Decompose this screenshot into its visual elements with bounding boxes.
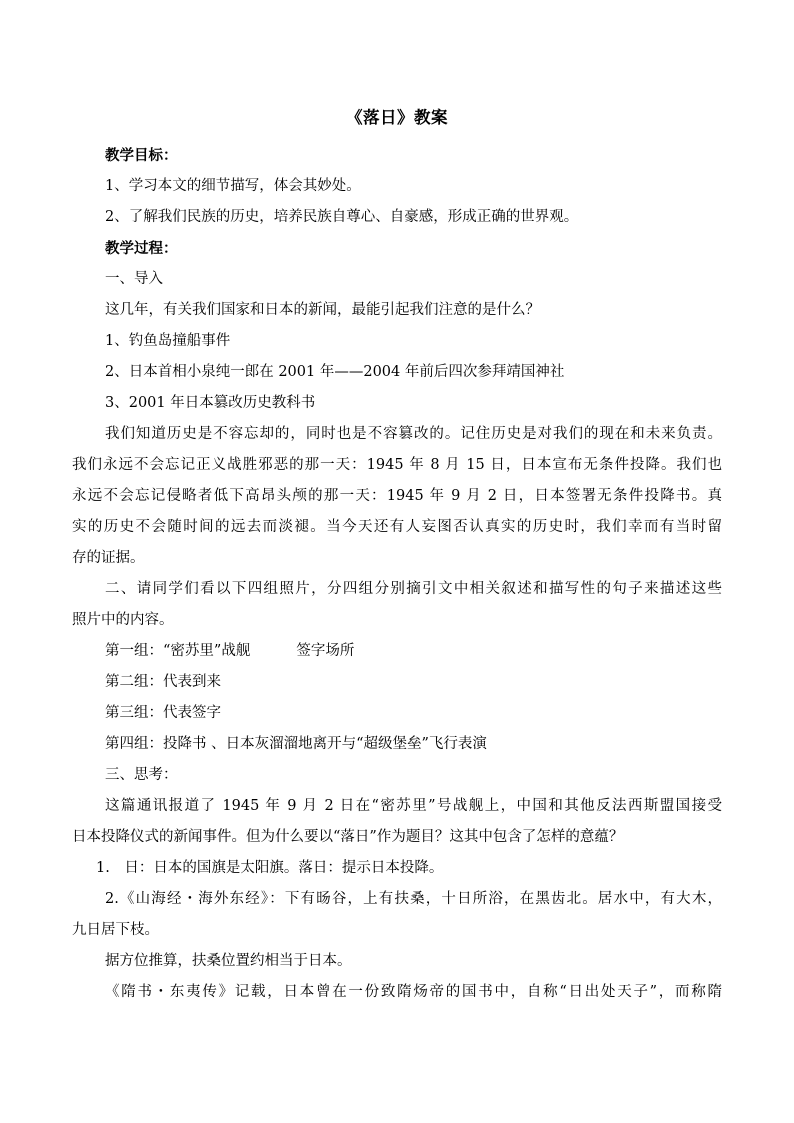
group-line: 第三组：代表签字: [105, 705, 221, 721]
paragraph-line: 日本投降仪式的新闻事件。但为什么要以“落日”作为题目？这其中包含了怎样的意蕴？: [72, 829, 624, 845]
section-heading-objectives: 教学目标：: [105, 147, 178, 164]
paragraph-line: 这几年，有关我们国家和日本的新闻，最能引起我们注意的是什么？: [105, 302, 540, 318]
list-item: 2、日本首相小泉纯一郎在 2001 年——2004 年前后四次参拜靖国神社: [105, 364, 565, 380]
section-heading-process: 教学过程：: [105, 240, 178, 257]
objective-item: 2、了解我们民族的历史，培养民族自尊心、自豪感，形成正确的世界观。: [105, 209, 579, 225]
paragraph-line: 二、请同学们看以下四组照片，分四组分别摘引文中相关叙述和描写性的句子来描述这些: [105, 581, 722, 597]
subsection-heading: 三、思考：: [105, 767, 178, 783]
paragraph-line: 照片中的内容。: [72, 612, 174, 628]
subsection-heading: 一、导入: [105, 271, 163, 287]
paragraph-line: 我们永远不会忘记正义战胜邪恶的那一天：1945 年 8 月 15 日，日本宣布无条件投降。我们也: [72, 457, 722, 473]
group-one-text: 第一组：“密苏里”战舰: [105, 643, 251, 659]
paragraph-line: 据方位推算，扶桑位置约相当于日本。: [105, 953, 352, 969]
paragraph-line: 这篇通讯报道了 1945 年 9 月 2 日在“密苏里”号战舰上，中国和其他反法西斯盟国接受: [105, 798, 722, 814]
group-one-extra: 签字场所: [296, 643, 355, 659]
paragraph-line: 实的历史不会随时间的远去而淡褪。当今天还有人妄图否认真实的历史时，我们幸而有当时留: [72, 519, 722, 535]
paragraph-line: 2.《山海经・海外东经》：下有旸谷，上有扶桑，十日所浴，在黑齿北。居水中，有大木，: [105, 891, 722, 907]
group-line: 第二组：代表到来: [105, 674, 221, 690]
paragraph-line: 《隋书・东夷传》记载，日本曾在一份致隋炀帝的国书中，自称“日出处天子”，而称隋: [105, 984, 722, 1000]
group-line: [72, 636, 722, 667]
list-item: 3、2001 年日本篡改历史教科书: [105, 395, 316, 411]
objective-item: 1、学习本文的细节描写，体会其妙处。: [105, 178, 361, 194]
group-line: 第四组：投降书 、日本灰溜溜地离开与“超级堡垒”飞行表演: [105, 736, 487, 752]
paragraph-line: 存的证据。: [72, 550, 145, 566]
paragraph-line: 永远不会忘记侵略者低下高昂头颅的那一天：1945 年 9 月 2 日，日本签署无条件投降书。真: [72, 488, 722, 504]
paragraph-line: 我们知道历史是不容忘却的，同时也是不容篡改的。记住历史是对我们的现在和未来负责。: [105, 426, 722, 442]
document-body: [72, 140, 722, 1008]
list-item: 1、钓鱼岛撞船事件: [105, 333, 231, 349]
page-title: 《落日》教案: [346, 108, 448, 127]
list-item: 1. 日：日本的国旗是太阳旗。落日：提示日本投降。: [96, 860, 444, 876]
paragraph-line: 九日居下枝。: [72, 922, 159, 938]
